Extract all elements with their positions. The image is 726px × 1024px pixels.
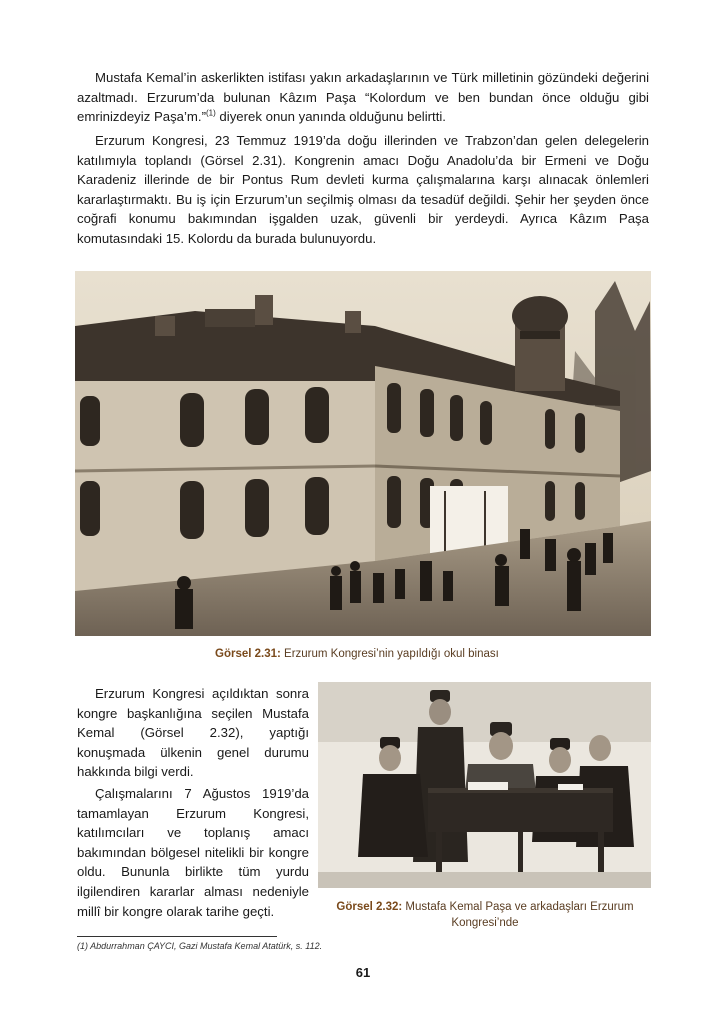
paragraph-opening: Erzurum Kongresi açıldıktan sonra kongre başkanlığına seçilen Mustafa Kemal (Görsel 2.32), yaptığı konuşmada ülkenin genel durumu hakkında bilgi verdi. — [77, 686, 309, 780]
paragraph-closing: Çalışmalarını 7 Ağustos 1919’da tamamlayan Erzurum Kongresi, katılımcıları ve toplanış amacı bakımından bölgesel nitelikli bir kongre oldu. Bununla birlikte tüm yurdu ilgilendiren kararlar alması nedeniyle millî bir kongre olarak tarihe geçti. — [77, 786, 309, 919]
footnote: (1) Abdurrahman ÇAYCI, Gazi Mustafa Kemal Atatürk, s. 112. — [77, 941, 323, 951]
figure-2-caption: Görsel 2.32: Mustafa Kemal Paşa ve arkadaşları Erzurum Kongresi’nde — [336, 901, 634, 929]
paragraph-congress: Erzurum Kongresi, 23 Temmuz 1919’da doğu illerinden ve Trabzon’dan gelen delegelerin katılımıyla toplandı (Görsel 2.31). Kongrenin amacı Doğu Anadolu’da bir Ermeni ve Doğu Karadeniz illerinde de bir Pontus Rum devleti kurma çalışmalarına karşı alınacak önlemleri kararlaştırmaktı. Bu iş için Erzurum’un seçilmiş olması da tesadüf değildi. Şehir her şeyden önce coğrafi konumu bakımından işgalden uzak, güvenli bir yerdeydi. Ayrıca Kâzım Paşa komutasındaki 15. Kolordu da burada bulunuyordu. — [77, 133, 649, 246]
congress-delegates-image — [318, 682, 651, 888]
figure-2-label: Görsel 2.32: — [336, 901, 403, 913]
school-building-image — [75, 271, 651, 636]
paragraph-intro: Mustafa Kemal’in askerlikten istifası yakın arkadaşlarının ve Türk milletinin gözündeki değerini azaltmadı. Erzurum’da bulunan Kâzım Paşa “Kolordum ve ben bundan önce olduğu gibi emrinizdeyiz Paşa’m.”$^{(1)}$ diyerek onun yanında olduğunu belirtti. — [77, 70, 649, 125]
school-building-photo — [75, 271, 651, 636]
figure-1-label: Görsel 2.31: — [215, 648, 281, 660]
footnote-divider — [77, 936, 277, 937]
figure-1-caption: Görsel 2.31: Erzurum Kongresi’nin yapıldığı okul binası — [215, 648, 499, 660]
congress-delegates-photo — [318, 682, 651, 888]
footnote-ref: (1) — [205, 108, 216, 118]
page-number: 61 — [355, 965, 371, 980]
